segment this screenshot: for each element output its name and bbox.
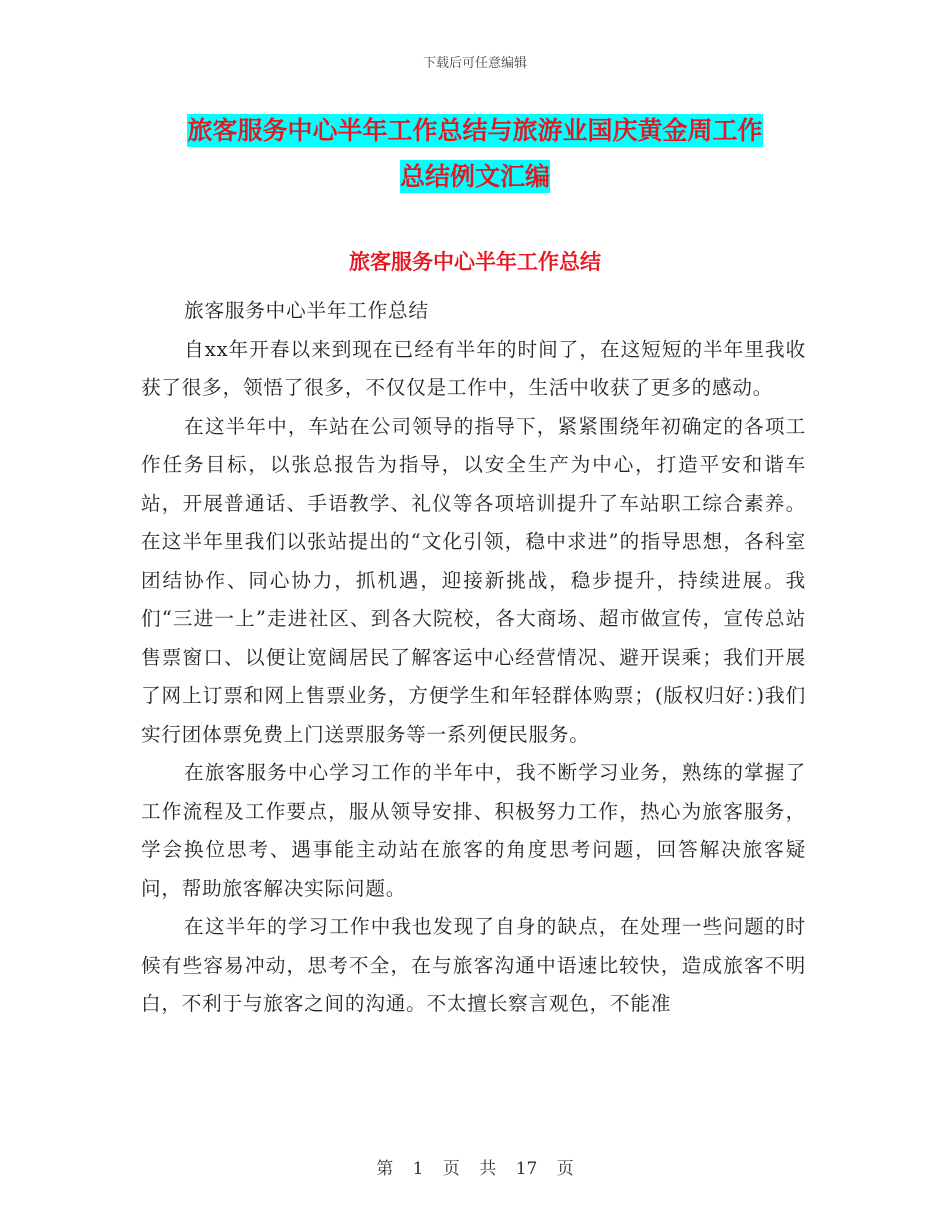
footer-prefix: 第 [376,1159,394,1179]
footer-total-prefix: 共 [479,1159,497,1179]
footer-page-number: 1 [412,1159,424,1179]
paragraph: 在这半年的学习工作中我也发现了自身的缺点，在处理一些问题的时候有些容易冲动，思考不全，在与旅客沟通中语速比较快，造成旅客不明白，不利于与旅客之间的沟通。不太擅长察言观色，不能准 [141,915,806,1015]
document-title [140,108,810,200]
footer-page-unit: 页 [442,1159,460,1179]
paragraph: 自xx年开春以来到现在已经有半年的时间了，在这短短的半年里我收获了很多，领悟了很多，不仅仅是工作中，生活中收获了更多的感动。 [141,337,806,399]
body-text [141,292,806,1024]
section-title: 旅客服务中心半年工作总结 [349,250,601,274]
paragraph: 在旅客服务中心学习工作的半年中，我不断学习业务，熟练的掌握了工作流程及工作要点，服从领导安排、积极努力工作，热心为旅客服务，学会换位思考、遇事能主动站在旅客的角度思考问题，回答解决旅客疑问，帮助旅客解决实际问题。 [141,761,806,900]
document-title-line1: 旅客服务中心半年工作总结与旅游业国庆黄金周工作 [187,116,763,145]
paragraph: 在这半年中，车站在公司领导的指导下，紧紧围绕年初确定的各项工作任务目标，以张总报告为指导，以安全生产为中心，打造平安和谐车站，开展普通话、手语教学、礼仪等各项培训提升了车站职工综合素养。在这半年里我们以张站提出的“文化引领，稳中求进”的指导思想，各科室团结协作、同心协力，抓机遇，迎接新挑战，稳步提升，持续进展。我们“三进一上”走进社区、到各大院校，各大商场、超市做宣传，宣传总站售票窗口、以便让宽阔居民了解客运中心经营情况、避开误乘；我们开展了网上订票和网上售票业务，方便学生和年轻群体购票；(版权归好：)我们实行团体票免费上门送票服务等一系列便民服务。 [141,414,806,746]
footer-total-pages: 17 [515,1159,538,1179]
page-footer [0,1154,950,1179]
paragraph: 旅客服务中心半年工作总结 [184,299,429,322]
header-note: 下载后可任意编辑 [422,56,527,71]
footer-total-unit: 页 [556,1159,574,1179]
document-title-line2: 总结例文汇编 [399,162,550,191]
